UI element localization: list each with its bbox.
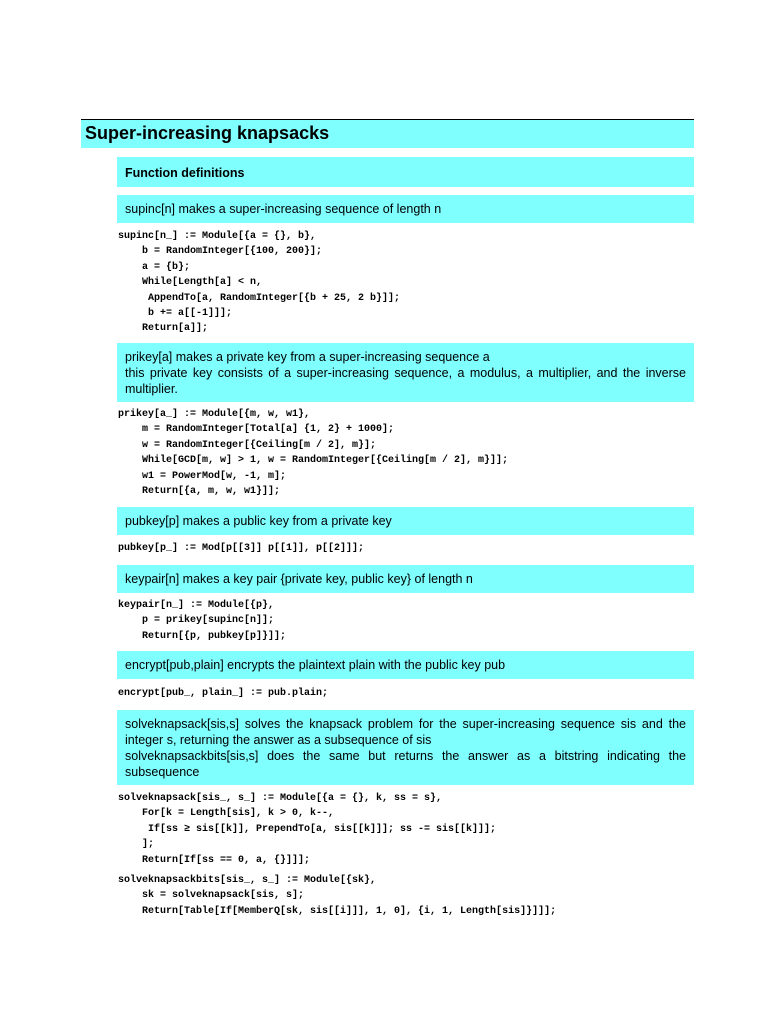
prikey-code: prikey[a_] := Module[{m, w, w1}, m = RandomInteger[Total[a] {1, 2} + 1000]; w = RandomInteger[{Ceiling[m / 2], m}]; While[GCD[m, w] > 1, w = RandomInteger[{Ceiling[m / 2], m}]]; w1 = PowerMod[w, -1, m]; Return[{a, m, w, w1}]]; — [118, 409, 509, 498]
solveknapsack-description — [117, 710, 694, 785]
prikey-description-line-2: this private key consists of a super-increasing sequence, a modulus, a multiplier, and the inverse multiplier. — [125, 366, 686, 396]
prikey-description-line-1: prikey[a] makes a private key from a super-increasing sequence a — [125, 350, 490, 364]
solveknapsack-code: solveknapsack[sis_, s_] := Module[{a = {}, k, ss = s}, For[k = Length[sis], k > 0, k--, If[ss ≥ sis[[k]], PrependTo[a, sis[[k]]]; ss -= sis[[k]]]; ]; Return[If[ss == 0, a, {}]]]; — [118, 793, 497, 866]
solveknapsackbits-code: solveknapsackbits[sis_, s_] := Module[{sk}, sk = solveknapsack[sis, s]; Return[Table[If[MemberQ[sk, sis[[i]]], 1, 0], {i, 1, Length[sis]}]]]; — [118, 875, 557, 917]
prikey-description — [117, 343, 694, 402]
page-title: Super-increasing knapsacks — [81, 119, 694, 148]
keypair-code: keypair[n_] := Module[{p}, p = prikey[supinc[n]]; Return[{p, pubkey[p]}]]; — [118, 600, 287, 642]
solveknapsack-description-line-1: solveknapsack[sis,s] solves the knapsack problem for the super-increasing sequence sis and the integer s, returning the answer as a subsequence of sis — [125, 717, 686, 747]
pubkey-description: pubkey[p] makes a public key from a private key — [117, 507, 694, 535]
supinc-description: supinc[n] makes a super-increasing sequence of length n — [117, 195, 694, 223]
encrypt-description: encrypt[pub,plain] encrypts the plaintext plain with the public key pub — [117, 651, 694, 679]
supinc-code: supinc[n_] := Module[{a = {}, b}, b = RandomInteger[{100, 200}]; a = {b}; While[Length[a] < n, AppendTo[a, RandomInteger[{b + 25, 2 b}]]; b += a[[-1]]]; Return[a]]; — [118, 231, 401, 335]
keypair-description: keypair[n] makes a key pair {private key, public key} of length n — [117, 565, 694, 593]
function-definitions-heading: Function definitions — [117, 157, 694, 187]
pubkey-code: pubkey[p_] := Mod[p[[3]] p[[1]], p[[2]]]; — [118, 543, 365, 554]
solveknapsack-description-line-2: solveknapsackbits[sis,s] does the same but returns the answer as a bitstring indicating the subsequence — [125, 749, 686, 779]
encrypt-code: encrypt[pub_, plain_] := pub.plain; — [118, 688, 329, 699]
